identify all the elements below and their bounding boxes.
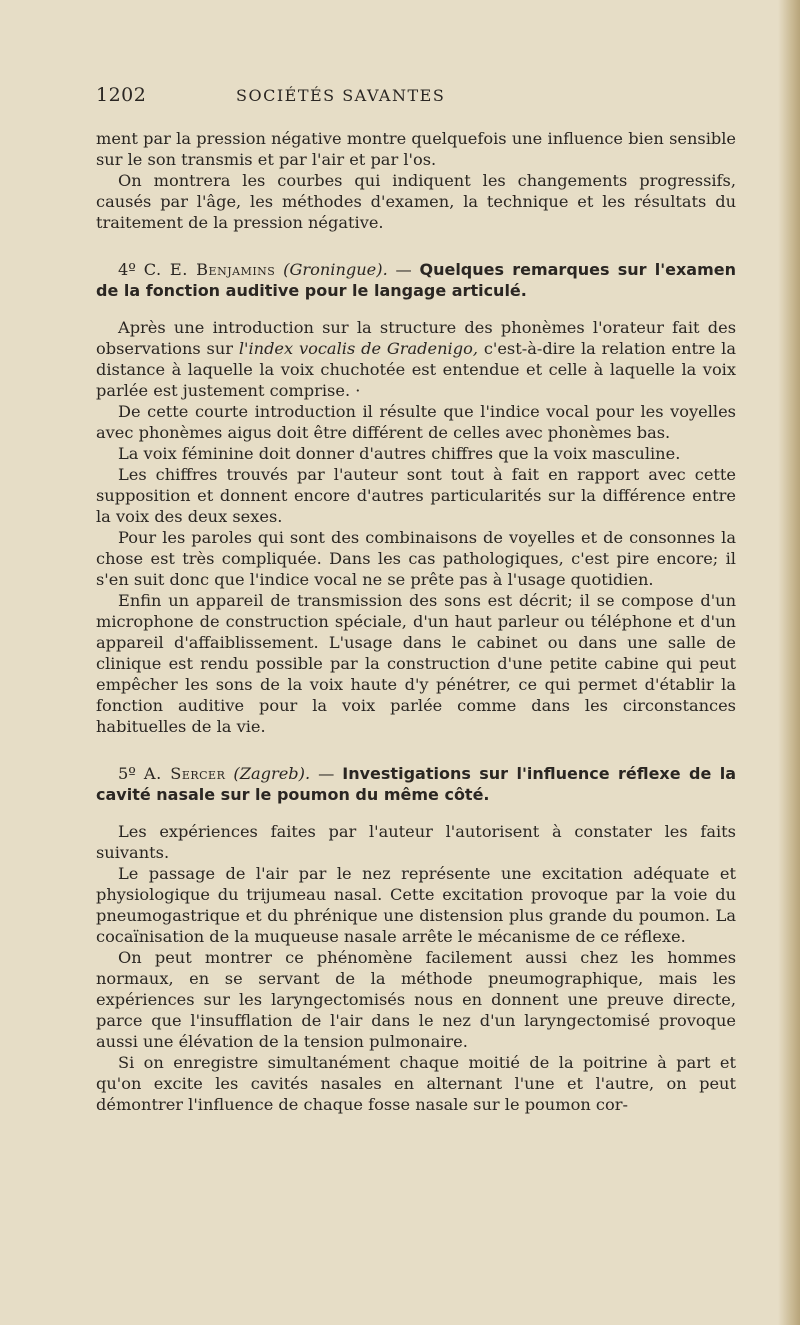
section-5-author: A. Sercer [143, 764, 226, 783]
section-4-heading [96, 259, 736, 301]
page-edge [778, 0, 800, 1325]
section-4-dash: — [395, 260, 412, 279]
section-4-place: (Groningue). [283, 260, 388, 279]
section-4-paragraph-4: Les chiffres trouvés par l'auteur sont tout à fait en rapport avec cette supposition et donnent encore d'autres particularités sur la différence entre la voix des deux sexes. [96, 465, 736, 526]
section-4-author: C. E. Benjamins [143, 260, 276, 279]
section-5-dash: — [318, 764, 335, 783]
section-5-title: Investigations sur l'influence réflexe de la cavité nasale sur le poumon du même côté. [96, 764, 737, 804]
section-4-title: Quelques remarques sur l'examen de la fonction auditive pour le langage articulé. [96, 260, 736, 300]
section-5-number: 5º [118, 764, 136, 783]
section-5-heading [96, 763, 736, 805]
section-5-paragraph-3: On peut montrer ce phénomène facilement aussi chez les hommes normaux, en se servant de la méthode pneumographique, mais les expériences sur les laryngectomisés nous en donnent une preuve directe, parce que l'insufflation de l'air dans le nez d'un laryngectomisé provoque aussi une élévation de la tension pulmonaire. [96, 948, 736, 1051]
section-5-place: (Zagreb). [233, 764, 311, 783]
section-5-paragraph-2: Le passage de l'air par le nez représente une excitation adéquate et physiologique du trijumeau nasal. Cette excitation provoque par la voie du pneumogastrique et du phrénique une distension plus grande du poumon. La cocaïnisation de la muqueuse nasale arrête le mécanisme de ce réflexe. [96, 864, 736, 946]
running-title: SOCIÉTÉS SAVANTES [236, 86, 446, 105]
page-number: 1202 [96, 84, 147, 106]
section-4-paragraph-2: De cette courte introduction il résulte que l'indice vocal pour les voyelles avec phonèmes aigus doit être différent de celles avec phonèmes bas. [96, 402, 736, 442]
document-page [96, 84, 736, 1115]
section-5-paragraph-4: Si on enregistre simultanément chaque moitié de la poitrine à part et qu'on excite les cavités nasales en alternant l'une et l'autre, on peut démontrer l'influence de chaque fosse nasale sur le poumon cor- [96, 1053, 736, 1114]
running-head [96, 84, 736, 114]
section-4-paragraph-3: La voix féminine doit donner d'autres chiffres que la voix masculine. [118, 444, 681, 463]
section-4-paragraph-1-rest: c'est-à-dire la relation entre la distance à laquelle la voix chuchotée est entendue et celle à laquelle la voix parlée est justement comprise. · [96, 339, 736, 400]
section-4-paragraph-1 [96, 317, 736, 401]
intro-paragraph-2: On montrera les courbes qui indiquent les changements progressifs, causés par l'âge, les méthodes d'examen, la technique et les résultats du traitement de la pression négative. [96, 171, 736, 232]
section-4-number: 4º [118, 260, 136, 279]
section-5-paragraph-1: Les expériences faites par l'auteur l'autorisent à constater les faits suivants. [96, 822, 736, 862]
section-4-paragraph-1-text: Après une introduction sur la structure des phonèmes l'orateur fait des observations sur [96, 318, 736, 358]
body-text [96, 128, 736, 1115]
section-4-paragraph-6: Enfin un appareil de transmission des sons est décrit; il se compose d'un microphone de construction spéciale, d'un haut parleur ou téléphone et d'un appareil d'affaiblissement. L'usage dans le cabinet ou dans une salle de clinique est rendu possible par la construction d'une petite cabine qui peut empêcher les sons de la voix haute d'y pénétrer, ce qui permet d'établir la fonction auditive pour la voix parlée comme dans les circonstances habituelles de la vie. [96, 591, 736, 736]
intro-paragraph-1: ment par la pression négative montre quelquefois une influence bien sensible sur le son transmis et par l'air et par l'os. [96, 129, 736, 169]
section-4-paragraph-5: Pour les paroles qui sont des combinaisons de voyelles et de consonnes la chose est très compliquée. Dans les cas pathologiques, c'est pire encore; il s'en suit donc que l'indice vocal ne se prête pas à l'usage quotidien. [96, 528, 736, 589]
index-vocalis-reference: l'index vocalis de Gradenigo, [238, 339, 478, 358]
